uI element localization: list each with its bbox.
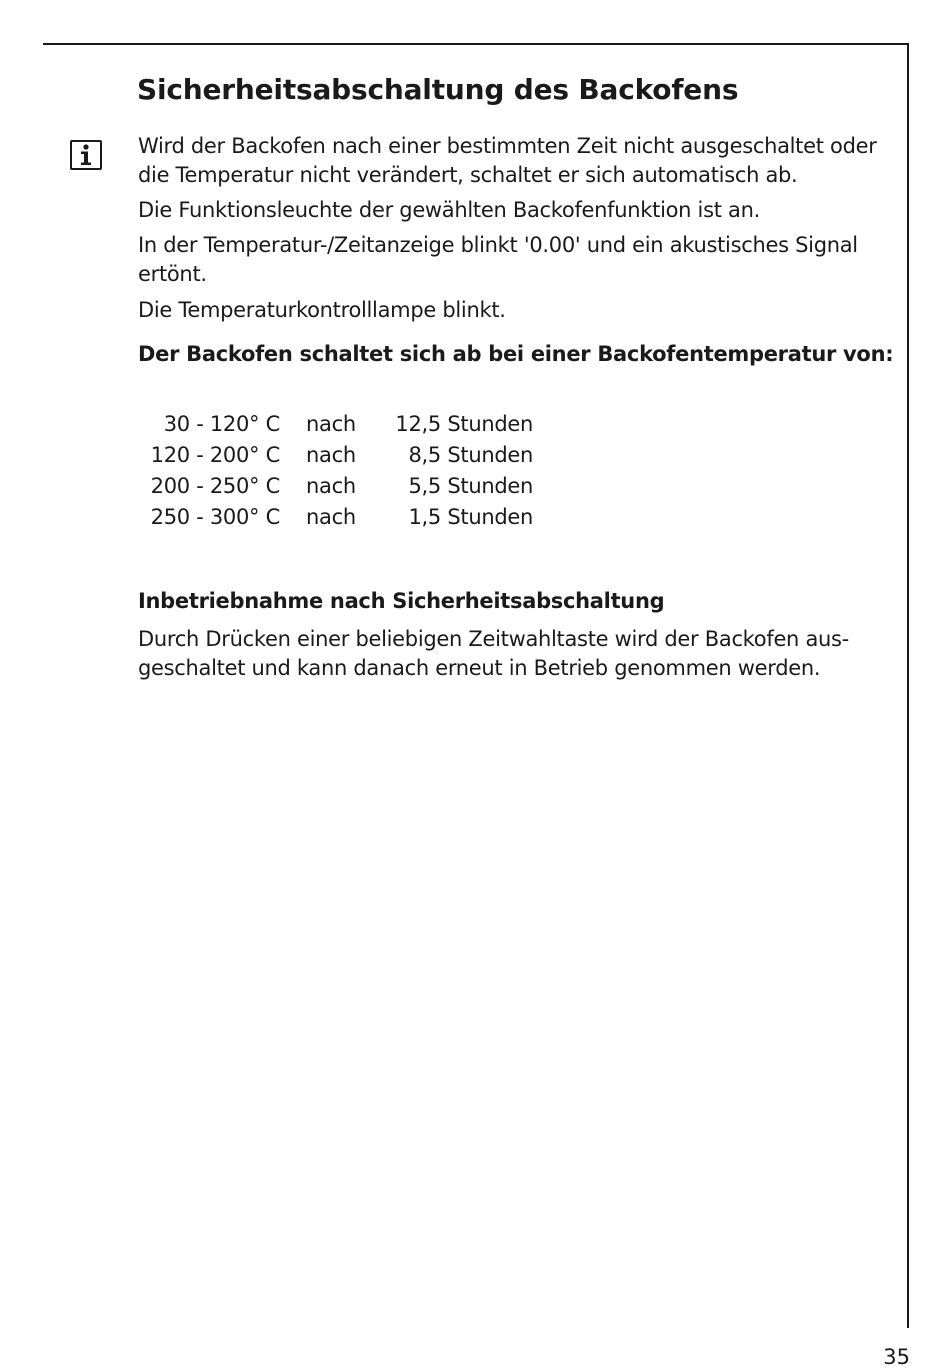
shutoff-heading: Der Backofen schaltet sich ab bei einer Backofentemperatur von: (138, 342, 894, 366)
shutoff-duration: 12,5 Stunden (395, 412, 533, 436)
table-row (0, 409, 560, 440)
info-icon (70, 140, 102, 170)
intro-paragraph-3: In der Temperatur-/Zeitanzeige blinkt '0.00' und ein akustisches Signal ertönt. (138, 233, 858, 286)
shutoff-duration: 8,5 Stunden (408, 443, 533, 467)
shutoff-duration: 1,5 Stunden (408, 505, 533, 529)
restart-paragraph-line-2: geschaltet und kann danach erneut in Betrieb genommen werden. (138, 656, 821, 680)
after-label: nach (306, 412, 356, 436)
temperature-range: 30 - 120° C (163, 412, 280, 436)
top-border-rule (43, 43, 909, 45)
intro-paragraph-1: Wird der Backofen nach einer bestimmten Zeit nicht ausgeschaltet oder die Temperatur nicht verändert, schaltet er sich automatisch ab. (138, 134, 877, 187)
restart-heading: Inbetriebnahme nach Sicherheitsabschaltung (138, 589, 665, 613)
right-border-rule (907, 43, 909, 1328)
after-label: nach (306, 474, 356, 498)
shutoff-table (0, 409, 600, 539)
table-row (0, 471, 560, 502)
table-row (0, 502, 560, 533)
page-title: Sicherheitsabschaltung des Backofens (137, 73, 739, 106)
after-label: nach (306, 505, 356, 529)
intro-paragraph-2: Die Funktionsleuchte der gewählten Backofenfunktion ist an. (138, 198, 760, 222)
shutoff-duration: 5,5 Stunden (408, 474, 533, 498)
restart-paragraph-line-1: Durch Drücken einer beliebigen Zeitwahltaste wird der Backofen aus- (138, 627, 849, 651)
page-number: 35 (883, 1345, 910, 1369)
temperature-range: 200 - 250° C (150, 474, 280, 498)
table-row (0, 440, 560, 471)
temperature-range: 250 - 300° C (150, 505, 280, 529)
intro-paragraph-4: Die Temperaturkontrolllampe blinkt. (138, 298, 506, 322)
after-label: nach (306, 443, 356, 467)
temperature-range: 120 - 200° C (150, 443, 280, 467)
